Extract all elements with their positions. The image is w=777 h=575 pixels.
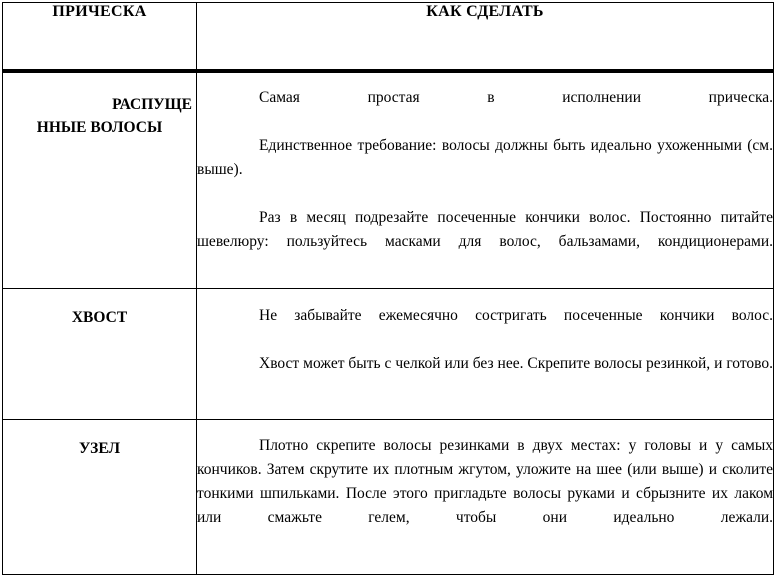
table-row <box>3 71 774 289</box>
table-row <box>3 289 774 420</box>
row-label-line: ННЫЕ ВОЛОСЫ <box>36 119 163 136</box>
row-label-hairstyle <box>3 420 197 575</box>
row-instructions <box>197 289 774 420</box>
column-header-hairstyle: ПРИЧЕСКА <box>3 3 197 72</box>
instruction-paragraph: Не забывайте ежемесячно состригать посеченные кончики волос. <box>259 307 773 324</box>
row-label-line: ХВОСТ <box>71 309 128 326</box>
instruction-paragraph: Раз в месяц подрезайте посеченные кончики волос. Постоянно питайте шевелюру: пользуйтесь масками для волос, бальзамами, кондиционерами. <box>197 209 773 250</box>
table-row <box>3 420 774 575</box>
row-label-line: УЗЕЛ <box>78 440 121 457</box>
row-instructions <box>197 420 774 575</box>
instruction-paragraph: Плотно скрепите волосы резинками в двух местах: у головы и у самых кончиков. Затем скрутите их плотным жгутом, уложите на шее (или выше) и сколите тонкими шпильками. После этого пригладьте волосы руками и сбрызните их лаком или смажьте гелем, чтобы они идеально лежали. <box>197 437 773 526</box>
row-label-hairstyle <box>3 71 197 289</box>
table-header <box>3 3 774 72</box>
row-instructions <box>197 71 774 289</box>
table-body <box>3 71 774 575</box>
row-label-line: РАСПУЩЕ <box>112 96 192 113</box>
instruction-paragraph: Хвост может быть с челкой или без нее. Скрепите волосы резинкой, и готово. <box>259 355 773 372</box>
instruction-paragraph: Самая простая в исполнении прическа. <box>259 89 773 106</box>
instruction-paragraph: Единственное требование: волосы должны быть идеально ухоженными (см. выше). <box>197 137 773 178</box>
column-header-how-to: КАК СДЕЛАТЬ <box>197 3 774 72</box>
row-label-hairstyle <box>3 289 197 420</box>
hairstyle-table <box>2 2 774 575</box>
table-header-row <box>3 3 774 72</box>
